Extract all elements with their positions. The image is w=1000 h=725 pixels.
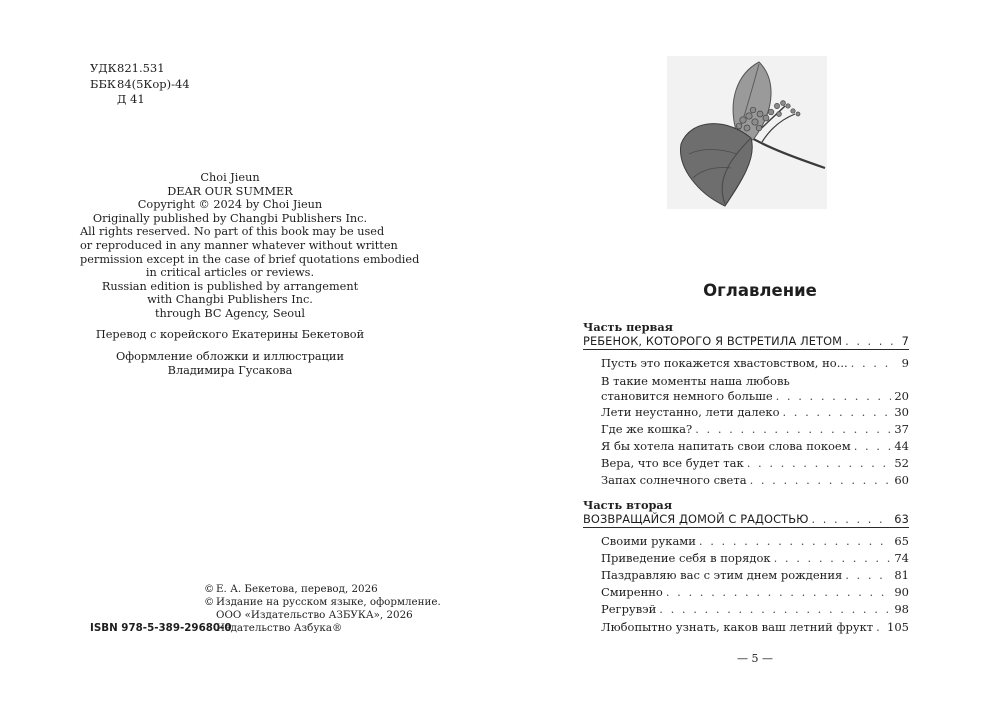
chapter-title: Пусть это покажется хвастовством, но...: [601, 356, 848, 370]
leader-dots: [699, 534, 891, 548]
toc-part-entry[interactable]: [583, 512, 909, 526]
page-number: 74: [894, 551, 909, 565]
part-label: Часть первая: [583, 320, 673, 334]
leader-dots: [695, 422, 891, 436]
page-number-footer: — 5 —: [737, 652, 773, 665]
copyright-notice: [80, 171, 420, 321]
page-number: 30: [894, 405, 909, 419]
legal-line: [204, 622, 441, 635]
copyright-line: DEAR OUR SUMMER: [167, 184, 293, 198]
toc-title: Оглавление: [703, 281, 817, 300]
part-title: РЕБЕНОК, КОТОРОГО Я ВСТРЕТИЛА ЛЕТОМ: [583, 334, 843, 348]
copyright-mark: ©: [204, 583, 215, 595]
chapter-title: Где же кошка?: [601, 422, 693, 436]
toc-chapter-entry[interactable]: [601, 473, 909, 487]
page-number: 52: [894, 456, 909, 470]
page-number: 105: [887, 620, 909, 634]
copyright-line: Choi Jieun: [200, 171, 260, 184]
cls-value: 84(5Кор)-44: [117, 76, 190, 91]
chapter-title: Паздравляю вас с этим днем рождения: [601, 568, 843, 582]
toc-chapter-entry[interactable]: [601, 356, 909, 370]
page-number: 44: [894, 439, 909, 453]
page-number: 90: [894, 585, 909, 599]
copyright-line: permission except in the case of brief quotations embodied: [80, 252, 420, 266]
page-number: 81: [894, 568, 909, 582]
chapter-title: Своими руками: [601, 534, 696, 548]
page-number: 60: [894, 473, 909, 487]
leader-dots: [783, 405, 892, 419]
cls-value: 821.531: [117, 61, 165, 75]
section-rule: [583, 349, 909, 350]
legal-notice: [204, 583, 441, 635]
classification-codes: [90, 61, 190, 108]
copyright-line: Copyright © 2024 by Choi Jieun: [137, 198, 323, 212]
leader-dots: [876, 620, 884, 634]
section-rule: [583, 527, 909, 528]
cls-value: Д 41: [117, 92, 145, 106]
toc-chapter-entry[interactable]: [601, 602, 909, 616]
toc-chapter-entry[interactable]: [601, 422, 909, 436]
page-number: 65: [894, 534, 909, 548]
chapter-title: Любопытно узнать, каков ваш летний фрукт: [601, 620, 874, 634]
translation-credit: Перевод с корейского Екатерины Бекетовой: [95, 328, 365, 341]
page-number: 7: [901, 334, 909, 348]
cls-key: УДК: [90, 61, 117, 75]
toc-chapter-entry[interactable]: [601, 551, 909, 565]
leader-dots: [854, 439, 892, 453]
legal-text: Издательство Азбука®: [216, 622, 343, 634]
udk-row: [90, 61, 190, 77]
leader-dots: [812, 512, 892, 526]
leaf-branch-image: [667, 56, 827, 209]
copyright-line: All rights reserved. No part of this book may be used: [80, 225, 385, 239]
legal-text: ООО «Издательство АЗБУКА», 2026: [216, 609, 413, 621]
leader-dots: [774, 551, 892, 565]
chapter-title: становится немного больше: [601, 389, 773, 403]
leader-dots: [750, 473, 892, 487]
leaf-illustration: [667, 56, 827, 209]
copyright-line: in critical articles or reviews.: [145, 266, 315, 280]
toc-chapter-entry[interactable]: [601, 534, 909, 548]
leader-dots: [776, 389, 892, 403]
chapter-title-line1: В такие моменты наша любовь: [601, 374, 790, 388]
toc-chapter-entry[interactable]: [601, 568, 909, 582]
leader-dots: [666, 585, 892, 599]
page-number: 98: [894, 602, 909, 616]
legal-text: Е. А. Бекетова, перевод, 2026: [216, 583, 378, 595]
part-label: Часть вторая: [583, 498, 673, 512]
cls-key: ББК: [90, 76, 116, 91]
chapter-title: Запах солнечного света: [601, 473, 747, 487]
legal-line: [204, 583, 441, 596]
page-number: 20: [894, 389, 909, 403]
right-page: [500, 0, 1000, 725]
part-title: ВОЗВРАЩАЙСЯ ДОМОЙ С РАДОСТЬЮ: [583, 512, 809, 526]
legal-text: Издание на русском языке, оформление.: [216, 596, 441, 608]
bbk-row: [90, 77, 190, 93]
design-credit: [80, 350, 380, 377]
copyright-line: with Changbi Publishers Inc.: [147, 293, 313, 307]
leader-dots: [851, 356, 894, 370]
design-credit-line: Владимира Гусакова: [167, 363, 293, 377]
chapter-title: Вера, что все будет так: [601, 456, 744, 470]
page-number: 37: [894, 422, 909, 436]
leader-dots: [747, 456, 892, 470]
legal-line: [204, 609, 441, 622]
page-number: 63: [894, 512, 909, 526]
copyright-mark: ©: [204, 596, 215, 608]
chapter-title: Я бы хотела напитать свои слова покоем: [601, 439, 851, 453]
leader-dots: [659, 602, 891, 616]
page-number: 9: [901, 356, 909, 370]
toc-chapter-entry[interactable]: [601, 620, 909, 634]
copyright-mark: [204, 609, 216, 622]
legal-line: [204, 596, 441, 609]
toc-chapter-entry[interactable]: [601, 389, 909, 403]
toc-chapter-entry[interactable]: [601, 585, 909, 599]
author-mark-row: [90, 92, 190, 108]
cls-key: [90, 92, 117, 108]
chapter-title: Смиренно: [601, 585, 663, 599]
toc-part-entry[interactable]: [583, 334, 909, 348]
toc-chapter-entry[interactable]: [601, 439, 909, 453]
toc-chapter-entry[interactable]: [601, 456, 909, 470]
chapter-title: Лети неустанно, лети далеко: [601, 405, 780, 419]
design-credit-line: Оформление обложки и иллюстрации: [116, 350, 344, 363]
toc-chapter-entry[interactable]: [601, 405, 909, 419]
isbn: ISBN 978-5-389-29680-0: [90, 622, 232, 634]
chapter-title: Приведение себя в порядок: [601, 551, 771, 565]
leader-dots: [845, 568, 891, 582]
copyright-line: through BC Agency, Seoul: [155, 306, 305, 320]
leader-dots: [845, 334, 894, 348]
copyright-line: Russian edition is published by arrangement: [101, 279, 359, 293]
chapter-title: Регрувэй: [601, 602, 657, 616]
copyright-line: Originally published by Changbi Publishers Inc.: [92, 211, 368, 225]
copyright-line: or reproduced in any manner whatever without written: [80, 238, 398, 252]
